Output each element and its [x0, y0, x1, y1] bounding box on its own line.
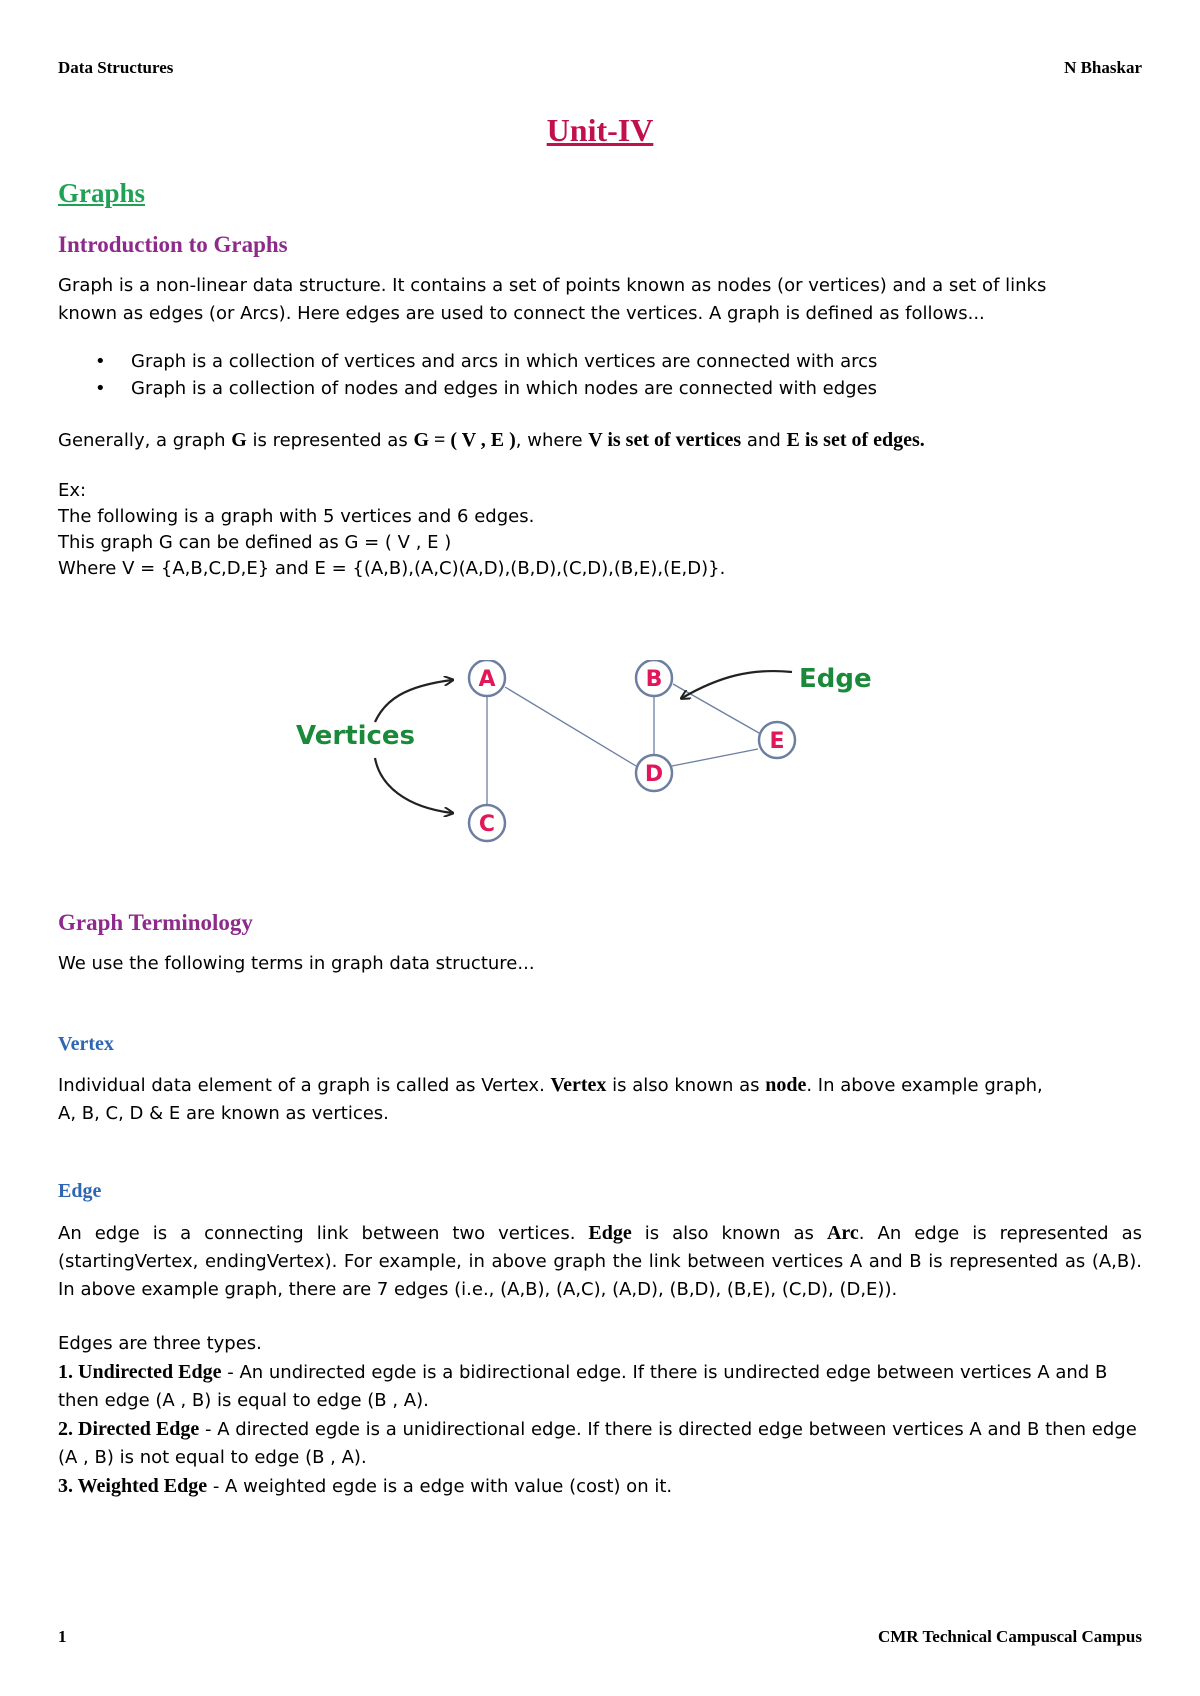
edge-paragraph: An edge is a connecting link between two vertices. Edge is also known as Arc. An edge is represented as (startingVertex, endingVertex). For example, in above graph the link between vertices A and B is represented as (A,B). In above example graph, there are 7 edges (i.e., (A,B), (A,C), (A,D), (B,D), (B,E), (C,D), (D,E)).: [58, 1222, 1142, 1300]
example-line: The following is a graph with 5 vertices and 6 edges.: [58, 506, 535, 527]
intro-heading: Introduction to Graphs: [58, 232, 288, 257]
intro-line-1: Graph is a non-linear data structure. It contains a set of points known as nodes (or vertices) and a set of links: [58, 275, 1047, 296]
edge-d-e: [672, 749, 758, 766]
svg-text:A: A: [478, 667, 496, 692]
footer-page-number: 1: [58, 1627, 67, 1646]
intro-bullet-list: [95, 348, 877, 402]
arrow-to-node-c-icon: [375, 758, 452, 813]
edge-type-undirected: 1. Undirected Edge - An undirected egde is a bidirectional edge. If there is undirected edge between vertices A and B then edge (A , B) is equal to edge (B , A).: [58, 1361, 1108, 1411]
vertex-paragraph: Individual data element of a graph is called as Vertex. Vertex is also known as node. In above example graph, A, B, C, D & E are known as vertices.: [58, 1074, 1043, 1124]
graph-definition: Generally, a graph G is represented as G = ( V , E ), where V is set of vertices and E is set of edges.: [58, 429, 925, 451]
section-title: Graphs: [58, 178, 146, 208]
footer-institution: CMR Technical Campuscal Campus: [877, 1627, 1142, 1646]
node-a: [469, 660, 505, 696]
terminology-heading: Graph Terminology: [58, 910, 253, 935]
arrow-to-edge-icon: [682, 671, 792, 698]
edge-type-directed: 2. Directed Edge - A directed egde is a unidirectional edge. If there is directed edge between vertices A and B then edge (A , B) is not equal to edge (B , A).: [58, 1418, 1137, 1468]
intro-line-2: known as edges (or Arcs). Here edges are used to connect the vertices. A graph is defined as follows...: [58, 303, 985, 324]
edge-heading: Edge: [58, 1180, 102, 1202]
intro-paragraph: [58, 272, 1142, 328]
bullet-item: • Graph is a collection of nodes and edges in which nodes are connected with edges: [95, 375, 877, 402]
svg-text:E: E: [769, 729, 785, 754]
node-c: [469, 805, 505, 841]
bullet-dot-icon: •: [95, 351, 106, 372]
header-course-title: Data Structures: [58, 58, 174, 77]
vertex-heading: Vertex: [58, 1033, 114, 1055]
bullet-item: • Graph is a collection of vertices and arcs in which vertices are connected with arcs: [95, 348, 877, 375]
example-line: Where V = {A,B,C,D,E} and E = {(A,B),(A,C)(A,D),(B,D),(C,D),(B,E),(E,D)}.: [58, 558, 726, 579]
terminology-intro: We use the following terms in graph data structure...: [58, 953, 535, 974]
node-e: [759, 722, 795, 758]
vertices-label: Vertices: [296, 721, 416, 751]
unit-title: Unit-IV: [546, 112, 654, 148]
header-author: N Bhaskar: [1064, 58, 1142, 77]
svg-text:B: B: [645, 667, 663, 692]
example-block: [58, 478, 1142, 582]
node-d: [636, 755, 672, 791]
edge-types-block: [58, 1330, 1142, 1501]
graph-diagram: [280, 660, 930, 855]
edge-b-e: [673, 684, 759, 733]
example-line: This graph G can be defined as G = ( V , E ): [58, 532, 452, 553]
edge-type-weighted: 3. Weighted Edge - A weighted egde is a edge with value (cost) on it.: [58, 1475, 673, 1497]
example-line: Ex:: [58, 480, 87, 501]
node-b: [636, 660, 672, 696]
bullet-dot-icon: •: [95, 378, 106, 399]
arrow-to-node-a-icon: [375, 680, 452, 722]
edge-label: Edge: [799, 664, 872, 694]
edge-types-intro: Edges are three types.: [58, 1333, 262, 1354]
edge-a-d: [505, 687, 636, 766]
svg-text:D: D: [644, 762, 664, 787]
svg-text:C: C: [478, 812, 496, 837]
